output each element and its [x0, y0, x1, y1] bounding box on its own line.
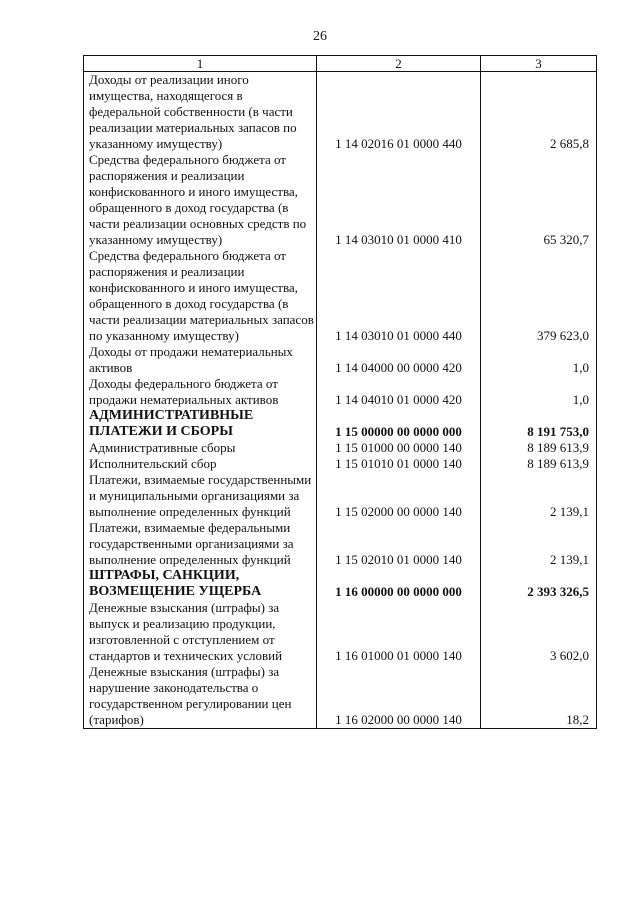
budget-revenue-table: [83, 55, 597, 729]
table-row: [84, 472, 597, 520]
budget-code: 1 15 01010 01 0000 140: [317, 456, 481, 472]
amount: 379 623,0: [481, 248, 597, 344]
revenue-name: Средства федерального бюджета от распоряжения и реализации конфискованного и иного имущества, обращенного в доход государства (в части реализации основных средств по указанному имуществу): [84, 152, 317, 248]
budget-code: 1 16 02000 00 0000 140: [317, 664, 481, 729]
budget-code: 1 14 02016 01 0000 440: [317, 72, 481, 153]
budget-code: 1 16 00000 00 0000 000: [317, 568, 481, 600]
table-row: [84, 72, 597, 153]
table-row: [84, 152, 597, 248]
table-row: [84, 456, 597, 472]
budget-code: 1 14 03010 01 0000 410: [317, 152, 481, 248]
revenue-name: Денежные взыскания (штрафы) за нарушение законодательства о государственном регулировании цен (тарифов): [84, 664, 317, 729]
section-row: [84, 568, 597, 600]
table-row: [84, 600, 597, 664]
page-number: 26: [313, 29, 327, 44]
amount: 3 602,0: [481, 600, 597, 664]
amount: 2 685,8: [481, 72, 597, 153]
amount: 2 393 326,5: [481, 568, 597, 600]
column-header-code: 2: [317, 56, 481, 72]
amount: 8 189 613,9: [481, 456, 597, 472]
section-title: ШТРАФЫ, САНКЦИИ, ВОЗМЕЩЕНИЕ УЩЕРБА: [84, 568, 317, 600]
section-title: АДМИНИСТРАТИВНЫЕ ПЛАТЕЖИ И СБОРЫ: [84, 408, 317, 440]
column-header-amount: 3: [481, 56, 597, 72]
amount: 1,0: [481, 376, 597, 408]
budget-code: 1 14 04010 01 0000 420: [317, 376, 481, 408]
budget-code: 1 14 04000 00 0000 420: [317, 344, 481, 376]
table-row: [84, 520, 597, 568]
amount: 18,2: [481, 664, 597, 729]
budget-code: 1 15 00000 00 0000 000: [317, 408, 481, 440]
budget-code: 1 16 01000 01 0000 140: [317, 600, 481, 664]
table-row: [84, 376, 597, 408]
amount: 2 139,1: [481, 472, 597, 520]
amount: 65 320,7: [481, 152, 597, 248]
amount: 8 191 753,0: [481, 408, 597, 440]
table-header-row: [84, 56, 597, 72]
column-header-name: 1: [84, 56, 317, 72]
revenue-name: Доходы федерального бюджета от продажи нематериальных активов: [84, 376, 317, 408]
budget-code: 1 15 02000 00 0000 140: [317, 472, 481, 520]
table-row: [84, 664, 597, 729]
section-row: [84, 408, 597, 440]
table-row: [84, 344, 597, 376]
amount: 8 189 613,9: [481, 440, 597, 456]
revenue-name: Административные сборы: [84, 440, 317, 456]
budget-code: 1 15 01000 00 0000 140: [317, 440, 481, 456]
revenue-name: Доходы от реализации иного имущества, находящегося в федеральной собственности (в части реализации материальных запасов по указанному имуществу): [84, 72, 317, 153]
revenue-name: Денежные взыскания (штрафы) за выпуск и реализацию продукции, изготовленной с отступлением от стандартов и технических условий: [84, 600, 317, 664]
amount: 2 139,1: [481, 520, 597, 568]
revenue-name: Средства федерального бюджета от распоряжения и реализации конфискованного и иного имущества, обращенного в доход государства (в части реализации материальных запасов по указанному имуществу): [84, 248, 317, 344]
table-row: [84, 248, 597, 344]
budget-code: 1 15 02010 01 0000 140: [317, 520, 481, 568]
revenue-name: Платежи, взимаемые федеральными государственными организациями за выполнение определенных функций: [84, 520, 317, 568]
revenue-name: Платежи, взимаемые государственными и муниципальными организациями за выполнение определенных функций: [84, 472, 317, 520]
table-row: [84, 440, 597, 456]
revenue-name: Доходы от продажи нематериальных активов: [84, 344, 317, 376]
budget-code: 1 14 03010 01 0000 440: [317, 248, 481, 344]
revenue-name: Исполнительский сбор: [84, 456, 317, 472]
amount: 1,0: [481, 344, 597, 376]
